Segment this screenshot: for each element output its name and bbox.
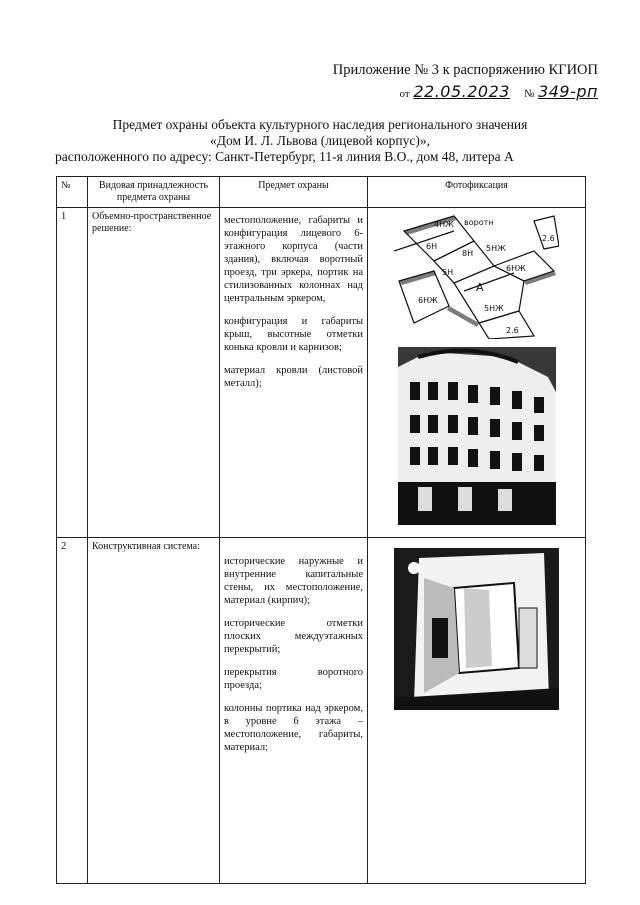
header-number: № (57, 177, 88, 208)
map-label: 2.6 (506, 326, 519, 335)
header-category: Видовая принадлежность предмета охраны (88, 177, 220, 208)
map-label: 2.6 (542, 234, 555, 243)
map-label: 5НЖ (484, 304, 504, 313)
map-label: 5Н (442, 268, 454, 277)
title-line-3: расположенного по адресу: Санкт-Петербург, 11-я линия В.О., дом 48, литера А (55, 149, 514, 164)
document-title (55, 117, 585, 165)
signature-line (298, 82, 598, 104)
title-line-2: «Дом И. Л. Львова (лицевой корпус)», (210, 133, 430, 148)
number-prefix: № (523, 88, 535, 100)
row-category: Объемно-пространственное решение: (88, 208, 220, 538)
facade-photo-image (398, 347, 556, 525)
protection-table (56, 176, 586, 884)
map-label: 8Н (462, 249, 474, 258)
number-value: 349-рп (538, 82, 598, 101)
table-row (57, 538, 586, 884)
table-header-row (57, 177, 586, 208)
map-label: 6НЖ (418, 296, 438, 305)
row-photos (368, 538, 586, 884)
annex-line: Приложение № 3 к распоряжению КГИОП (332, 62, 598, 78)
header-photo: Фотофиксация (368, 177, 586, 208)
annex-block (298, 60, 598, 104)
date-value: 22.05.2023 (413, 82, 510, 101)
date-prefix: от (399, 88, 410, 100)
row-photos (368, 208, 586, 538)
map-label: 5НЖ (486, 244, 506, 253)
row-number: 1 (57, 208, 88, 538)
protection-item: перекрытия воротного проезда; (224, 667, 363, 691)
protection-item: местоположение, габариты и конфигурация лицевого 6-этажного корпуса (части здания), включая воротный проезд, три эркера, портик на стилизованных колоннах над центральным эркером, (224, 215, 363, 304)
map-label: А (476, 281, 484, 294)
map-label: 6Н (426, 242, 438, 251)
map-label: воротн (464, 218, 494, 227)
interior-photo-image (394, 548, 559, 710)
header-subject: Предмет охраны (220, 177, 368, 208)
title-line-1: Предмет охраны объекта культурного наследия регионального значения (112, 117, 528, 132)
cadastral-map-image (394, 211, 559, 339)
protection-item: исторические наружные и внутренние капитальные стены, их местоположение, материал (кирпич); (224, 556, 363, 606)
row-category: Конструктивная система: (88, 538, 220, 884)
row-items (220, 538, 368, 884)
map-label: 4НЖ (434, 220, 454, 229)
protection-item: исторические отметки плоских междуэтажных перекрытий; (224, 618, 363, 655)
protection-item: материал кровли (листовой металл); (224, 365, 363, 389)
map-label: 6НЖ (506, 264, 526, 273)
protection-item: конфигурация и габариты крыш, высотные отметки конька кровли и карнизов; (224, 316, 363, 353)
table-row (57, 208, 586, 538)
row-number: 2 (57, 538, 88, 884)
protection-item: колонны портика над эркером, в уровне 6 этажа – местоположение, габариты, материал; (224, 703, 363, 753)
row-items (220, 208, 368, 538)
